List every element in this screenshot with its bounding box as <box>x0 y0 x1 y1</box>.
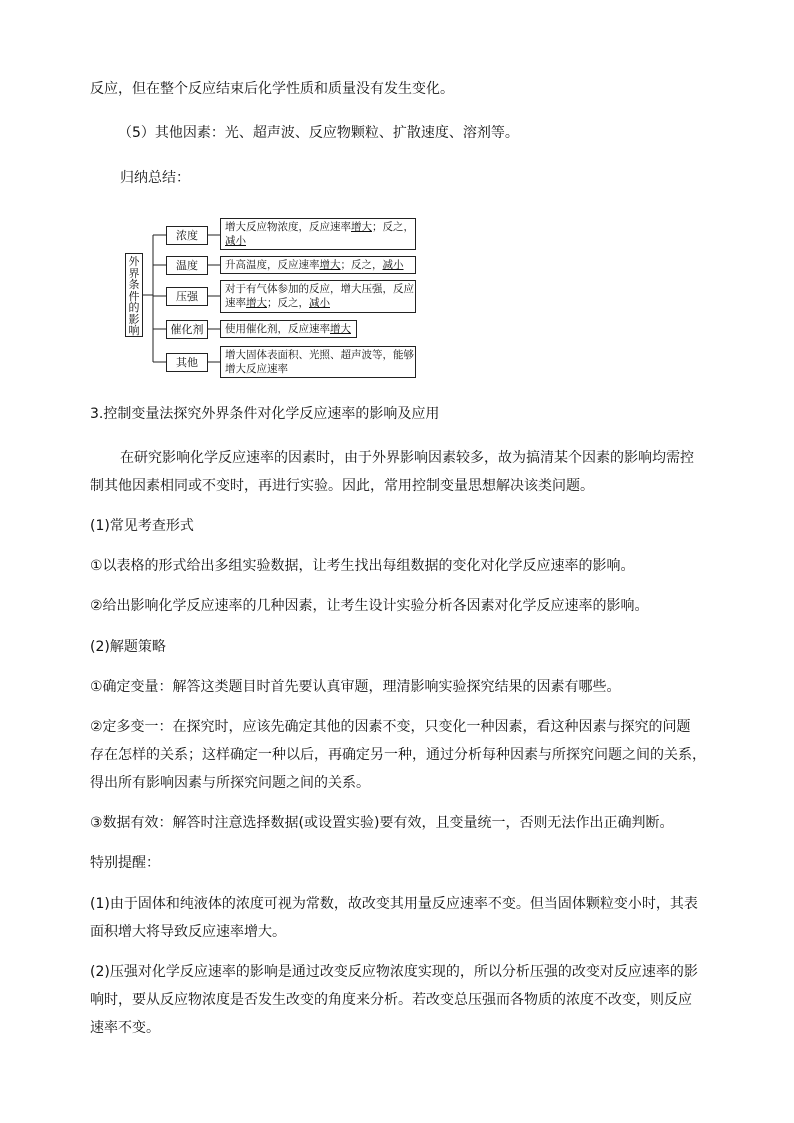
sub-heading: 特别提醒： <box>90 855 160 871</box>
root-char: 界 <box>128 266 140 280</box>
text-line: 得出所有影响因素与所探究问题之间的关系。 <box>90 775 370 791</box>
desc-text: ；反之， <box>267 297 309 309</box>
desc-text: 增大反应物浓度，反应速率 <box>225 221 351 233</box>
text-line: 速率不变。 <box>90 1020 160 1036</box>
text-line: 制其他因素相同或不变时，再进行实验。因此，常用控制变量思想解决该类问题。 <box>90 478 594 494</box>
root-char: 影 <box>128 312 140 326</box>
root-char: 条 <box>128 278 140 291</box>
desc-text: 增大 <box>330 323 351 335</box>
diagram-category-concentration: 浓度 <box>166 226 208 245</box>
sub-heading: (1)常见考查形式 <box>90 518 194 534</box>
text-line: 在研究影响化学反应速率的因素时，由于外界影响因素较多，故为搞清某个因素的影响均需控 <box>120 450 694 466</box>
root-char: 响 <box>128 324 140 337</box>
desc-text: 减小 <box>225 235 246 247</box>
diagram-desc-pressure <box>220 280 416 313</box>
text-line: ①确定变量：解答这类题目时首先要认真审题，理清影响实验探究结果的因素有哪些。 <box>90 679 621 695</box>
desc-text: 增大 <box>319 259 341 271</box>
text-line: 反应，但在整个反应结束后化学性质和质量没有发生变化。 <box>90 81 454 97</box>
diagram-category-temperature: 温度 <box>166 256 208 275</box>
text-line: (2)压强对化学反应速率的影响是通过改变反应物浓度实现的，所以分析压强的改变对反应速率的影 <box>90 964 698 980</box>
desc-text: ；反之， <box>372 221 414 233</box>
diagram-category-other: 其他 <box>166 353 208 372</box>
desc-text: ；反之， <box>340 259 383 271</box>
diagram-desc-catalyst <box>220 320 357 338</box>
desc-text: 减小 <box>309 297 330 309</box>
desc-text: 增大固体表面积、光照、超声波等，能够 <box>225 349 414 361</box>
root-char: 外 <box>128 255 140 268</box>
sub-heading: (2)解题策略 <box>90 639 166 655</box>
text-line: 响时，要从反应物浓度是否发生改变的角度来分析。若改变总压强而各物质的浓度不改变，则反应 <box>90 992 692 1008</box>
text-line: ③数据有效：解答时注意选择数据(或设置实验)要有效，且变量统一，否则无法作出正确判断。 <box>90 815 674 831</box>
desc-text: 升高温度，反应速率 <box>225 259 320 271</box>
desc-text: 速率 <box>225 297 246 309</box>
diagram-desc-temperature <box>220 256 416 274</box>
desc-text: 增大 <box>246 297 267 309</box>
diagram-desc-other <box>220 346 416 378</box>
desc-text: 增大 <box>351 221 372 233</box>
diagram-root <box>125 253 143 337</box>
text-line: ②给出影响化学反应速率的几种因素，让考生设计实验分析各因素对化学反应速率的影响。 <box>90 598 649 614</box>
desc-text: 对于有气体参加的反应，增大压强，反应 <box>225 283 414 295</box>
text-line: 存在怎样的关系；这样确定一种以后，再确定另一种，通过分析每种因素与所探究问题之间的关系， <box>90 747 706 763</box>
root-char: 的 <box>128 301 140 314</box>
diagram-category-pressure: 压强 <box>166 287 208 306</box>
text-line: 面积增大将导致反应速率增大。 <box>90 924 286 940</box>
diagram-desc-concentration <box>220 218 416 250</box>
diagram-category-catalyst: 催化剂 <box>166 320 208 339</box>
section-heading: 3.控制变量法探究外界条件对化学反应速率的影响及应用 <box>90 406 440 422</box>
text-line: ①以表格的形式给出多组实验数据，让考生找出每组数据的变化对化学反应速率的影响。 <box>90 558 635 574</box>
text-line: ②定多变一：在探究时，应该先确定其他的因素不变，只变化一种因素，看这种因素与探究的问题 <box>90 719 691 735</box>
text-line: （5）其他因素：光、超声波、反应物颗粒、扩散速度、溶剂等。 <box>118 125 519 141</box>
root-char: 件 <box>128 289 140 303</box>
text-line: 归纳总结： <box>120 170 190 186</box>
desc-text: 使用催化剂，反应速率 <box>225 323 330 335</box>
text-line: (1)由于固体和纯液体的浓度可视为常数，故改变其用量反应速率不变。但当固体颗粒变小时，其表 <box>90 896 698 912</box>
desc-text: 增大反应速率 <box>225 363 288 375</box>
desc-text: 减小 <box>382 259 404 271</box>
